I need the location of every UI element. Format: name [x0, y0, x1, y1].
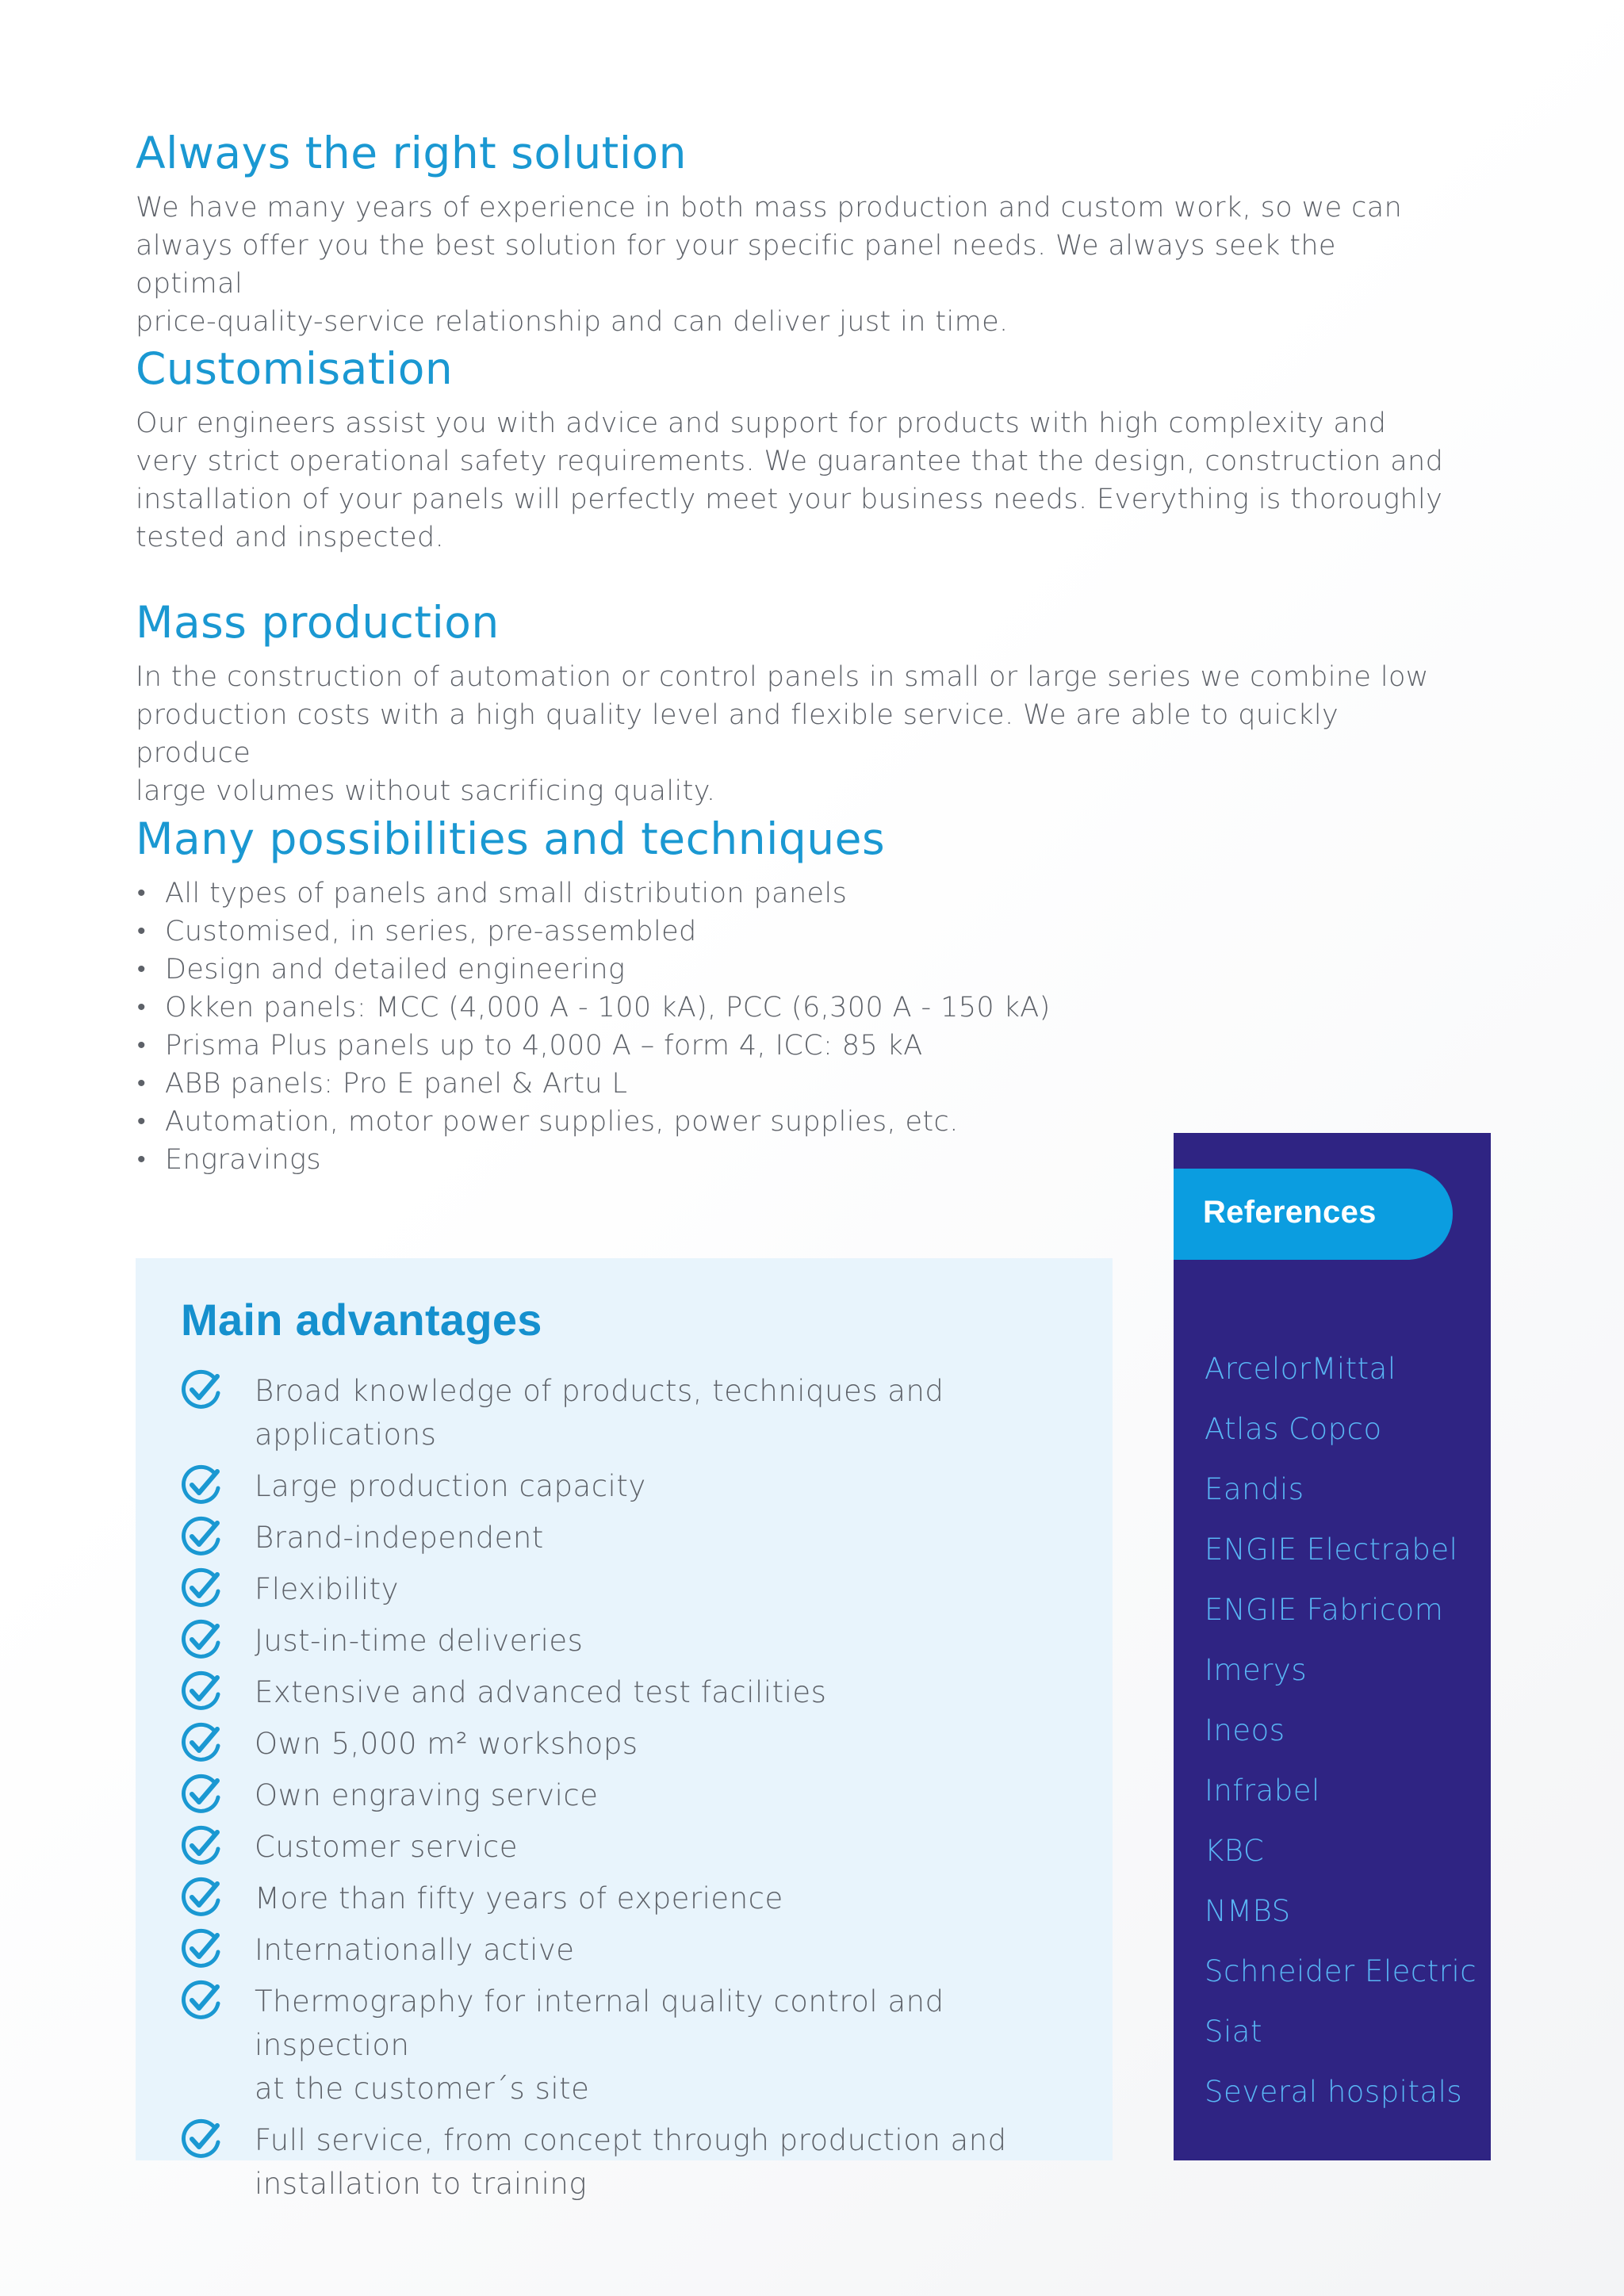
- reference-item: KBC: [1205, 1834, 1265, 1868]
- bullet-item: [136, 913, 1452, 951]
- reference-item: ENGIE Electrabel: [1205, 1533, 1458, 1567]
- section-body: [136, 404, 1452, 557]
- text-line: tested and inspected.: [136, 522, 445, 553]
- advantage-text: Just-in-time deliveries: [255, 1624, 584, 1658]
- reference-item: NMBS: [1205, 1894, 1291, 1928]
- advantage-text: Large production capacity: [255, 1469, 646, 1503]
- bullet-text: All types of panels and small distribution panels: [165, 878, 848, 909]
- text-line: production costs with a high quality level and flexible service. We are able to quickly produce: [136, 699, 1339, 769]
- check-circle-icon: [180, 1670, 223, 1713]
- section-body: [136, 658, 1452, 810]
- advantage-text: Full service, from concept through production and: [255, 2123, 1007, 2157]
- bullet-dot: •: [137, 1108, 146, 1135]
- check-circle-icon: [180, 1369, 223, 1412]
- advantage-text: Brand-independent: [255, 1521, 544, 1555]
- bullet-dot: •: [137, 879, 146, 907]
- bullet-text: Prisma Plus panels up to 4,000 A – form 4, ICC: 85 kA: [165, 1030, 923, 1062]
- bullet-dot: •: [137, 1031, 146, 1059]
- section-title: Customisation: [136, 343, 454, 394]
- advantage-text: Internationally active: [255, 1933, 575, 1967]
- advantage-text: Own 5,000 m² workshops: [255, 1727, 638, 1761]
- check-circle-icon: [180, 1567, 223, 1610]
- reference-item: Siat: [1205, 2015, 1262, 2049]
- section-right-solution: [136, 127, 1452, 341]
- reference-item: Ineos: [1205, 1713, 1285, 1747]
- references-title: References: [1203, 1195, 1377, 1230]
- check-circle-icon: [180, 1980, 223, 2022]
- advantage-item: [180, 1567, 1084, 1611]
- advantage-item: [180, 1980, 1084, 2110]
- section-title: Many possibilities and techniques: [136, 813, 886, 864]
- advantage-text: installation to training: [255, 2167, 588, 2201]
- check-circle-icon: [180, 1877, 223, 1919]
- bullet-text: ABB panels: Pro E panel & Artu L: [165, 1068, 628, 1100]
- advantage-text: Thermography for internal quality control and inspection: [255, 1984, 944, 2062]
- advantage-text: More than fifty years of experience: [255, 1881, 783, 1915]
- bullet-item: [136, 951, 1452, 989]
- reference-item: Atlas Copco: [1205, 1412, 1382, 1446]
- reference-item: Eandis: [1205, 1472, 1304, 1506]
- reference-item: Infrabel: [1205, 1774, 1320, 1808]
- check-circle-icon: [180, 1774, 223, 1816]
- section-customisation: [136, 342, 1452, 557]
- bullet-dot: •: [137, 917, 146, 945]
- reference-item: Imerys: [1205, 1653, 1308, 1687]
- reference-item: ENGIE Fabricom: [1205, 1593, 1444, 1627]
- advantages-title: Main advantages: [181, 1295, 542, 1345]
- advantage-text: Broad knowledge of products, techniques and applications: [255, 1374, 944, 1452]
- check-circle-icon: [180, 1722, 223, 1765]
- bullet-dot: •: [137, 1146, 146, 1173]
- bullet-dot: •: [137, 1070, 146, 1097]
- advantage-item: [180, 1825, 1084, 1869]
- advantage-text: Customer service: [255, 1830, 519, 1864]
- advantage-item: [180, 1670, 1084, 1714]
- advantage-text: at the customer´s site: [255, 2072, 590, 2106]
- reference-item: Several hospitals: [1205, 2075, 1463, 2109]
- main-advantages-panel: [136, 1258, 1113, 2201]
- section-possibilities: [136, 813, 1452, 1179]
- bullet-text: Customised, in series, pre-assembled: [165, 916, 697, 947]
- section-title: Mass production: [136, 597, 500, 648]
- section-title: Always the right solution: [136, 128, 688, 178]
- reference-item: Schneider Electric: [1205, 1954, 1477, 1988]
- text-line: very strict operational safety requirements. We guarantee that the design, construction and: [136, 446, 1444, 477]
- advantage-item: [180, 1928, 1084, 1972]
- check-circle-icon: [180, 1516, 223, 1559]
- advantage-text: Own engraving service: [255, 1778, 599, 1812]
- text-line: always offer you the best solution for your specific panel needs. We always seek the optimal: [136, 230, 1336, 300]
- reference-item: ArcelorMittal: [1205, 1352, 1396, 1386]
- advantage-item: [180, 1877, 1084, 1920]
- bullet-item: [136, 1065, 1452, 1103]
- bullet-dot: •: [137, 955, 146, 983]
- text-line: price-quality-service relationship and can deliver just in time.: [136, 306, 1009, 338]
- bullet-dot: •: [137, 993, 146, 1021]
- advantages-list: [180, 1369, 1084, 2214]
- text-line: In the construction of automation or control panels in small or large series we combine low: [136, 661, 1429, 693]
- bullet-text: Engravings: [165, 1144, 321, 1176]
- text-line: Our engineers assist you with advice and support for products with high complexity and: [136, 408, 1387, 439]
- text-line: We have many years of experience in both mass production and custom work, so we can: [136, 192, 1403, 224]
- check-circle-icon: [180, 1825, 223, 1868]
- bullet-text: Okken panels: MCC (4,000 A - 100 kA), PCC (6,300 A - 150 kA): [165, 992, 1051, 1024]
- section-body: [136, 189, 1452, 341]
- text-line: installation of your panels will perfectly meet your business needs. Everything is thoroughly: [136, 484, 1443, 515]
- bullet-text: Design and detailed engineering: [165, 954, 626, 985]
- advantage-item: [180, 1619, 1084, 1663]
- advantage-item: [180, 1774, 1084, 1817]
- check-circle-icon: [180, 1928, 223, 1971]
- advantage-text: Flexibility: [255, 1572, 400, 1606]
- advantage-item: [180, 1722, 1084, 1766]
- references-panel: [1174, 1133, 1491, 2160]
- bullet-item: [136, 989, 1452, 1027]
- advantage-text: Extensive and advanced test facilities: [255, 1675, 827, 1709]
- bullet-item: [136, 874, 1452, 913]
- advantage-item: [180, 2118, 1084, 2206]
- check-circle-icon: [180, 1619, 223, 1662]
- advantage-item: [180, 1464, 1084, 1508]
- bullet-item: [136, 1027, 1452, 1065]
- references-tab: [1174, 1169, 1453, 1260]
- text-line: large volumes without sacrificing quality.: [136, 775, 716, 807]
- section-mass-production: [136, 596, 1452, 810]
- check-circle-icon: [180, 2118, 223, 2161]
- advantage-item: [180, 1369, 1084, 1456]
- references-list: [1205, 1339, 1477, 2122]
- bullet-text: Automation, motor power supplies, power supplies, etc.: [165, 1106, 959, 1138]
- check-circle-icon: [180, 1464, 223, 1507]
- advantage-item: [180, 1516, 1084, 1559]
